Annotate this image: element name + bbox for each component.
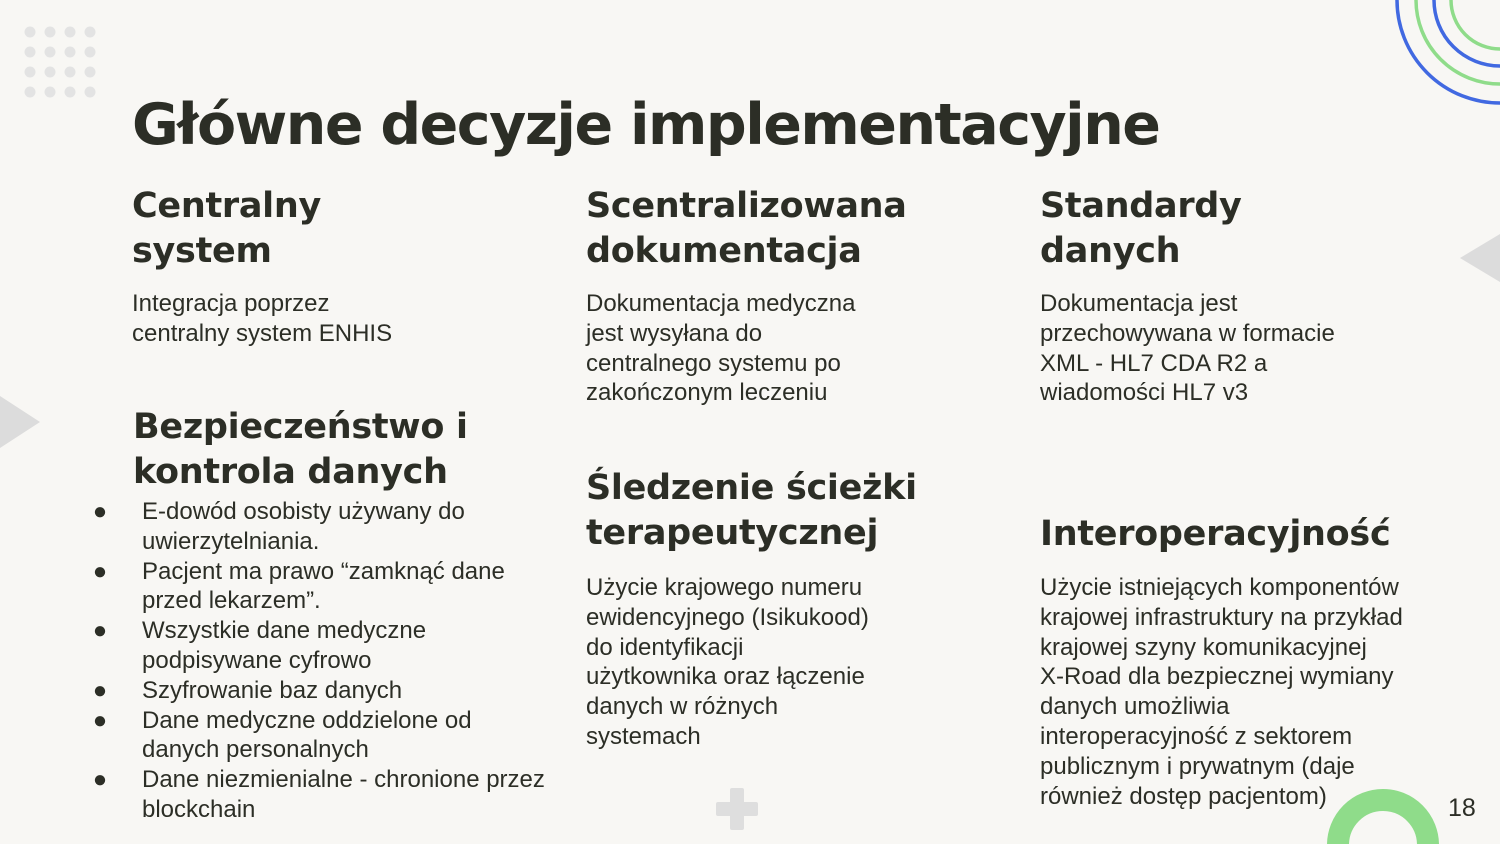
section-body-interoperability: Użycie istniejących komponentów krajowej infrastruktury na przykład krajowej szyny komunikacyjnej X-Road dla bezpiecznej wymiany danych umożliwia interoperacyjność z sektorem publicznym i prywatnym (daje również dostęp pacjentom) bbox=[1040, 574, 1403, 810]
section-heading-centralized-documentation: Scentralizowana dokumentacja bbox=[586, 186, 907, 271]
section-heading-data-standards: Standardy danych bbox=[1040, 186, 1242, 271]
list-item: ● Dane niezmienialne - chronione przez blockchain bbox=[142, 765, 582, 825]
dot-grid-icon bbox=[24, 26, 96, 98]
triangle-icon bbox=[1460, 234, 1500, 282]
list-item: ● E-dowód osobisty używany do uwierzytelniania. bbox=[142, 497, 582, 557]
bullet-icon: ● bbox=[92, 617, 108, 645]
section-body-central-system: Integracja poprzez centralny system ENHIS bbox=[132, 290, 393, 347]
section-heading-central-system: Centralny system bbox=[132, 186, 321, 271]
section-body-centralized-documentation: Dokumentacja medyczna jest wysyłana do centralnego systemu po zakończonym leczeniu bbox=[586, 290, 856, 407]
bullet-icon: ● bbox=[92, 498, 108, 525]
list-item: ● Dane medyczne oddzielone od danych personalnych bbox=[142, 706, 582, 766]
page-number: 18 bbox=[1448, 794, 1476, 822]
bullet-icon: ● bbox=[92, 766, 108, 794]
concentric-rings-icon bbox=[1390, 0, 1500, 110]
bullet-icon: ● bbox=[92, 676, 108, 704]
bullet-icon: ● bbox=[92, 557, 108, 585]
security-bullet-list bbox=[92, 497, 582, 825]
section-heading-therapy-tracking: Śledzenie ścieżki terapeutycznej bbox=[586, 468, 917, 553]
section-heading-security: Bezpieczeństwo i kontrola danych bbox=[133, 407, 468, 492]
section-body-therapy-tracking: Użycie krajowego numeru ewidencyjnego (Isikukood) do identyfikacji użytkownika oraz łączenie danych w różnych systemach bbox=[586, 574, 869, 750]
list-item: ● Szyfrowanie baz danych bbox=[142, 676, 582, 706]
list-item: ● Pacjent ma prawo “zamknąć dane przed lekarzem”. bbox=[142, 557, 582, 617]
section-heading-interoperability: Interoperacyjność bbox=[1040, 514, 1391, 554]
plus-icon bbox=[716, 788, 758, 830]
page-title: Główne decyzje implementacyjne bbox=[132, 92, 1160, 158]
list-item: ● Wszystkie dane medyczne podpisywane cyfrowo bbox=[142, 616, 582, 676]
triangle-icon bbox=[0, 396, 40, 448]
section-body-data-standards: Dokumentacja jest przechowywana w formacie XML - HL7 CDA R2 a wiadomości HL7 v3 bbox=[1040, 290, 1335, 407]
bullet-icon: ● bbox=[92, 706, 108, 734]
